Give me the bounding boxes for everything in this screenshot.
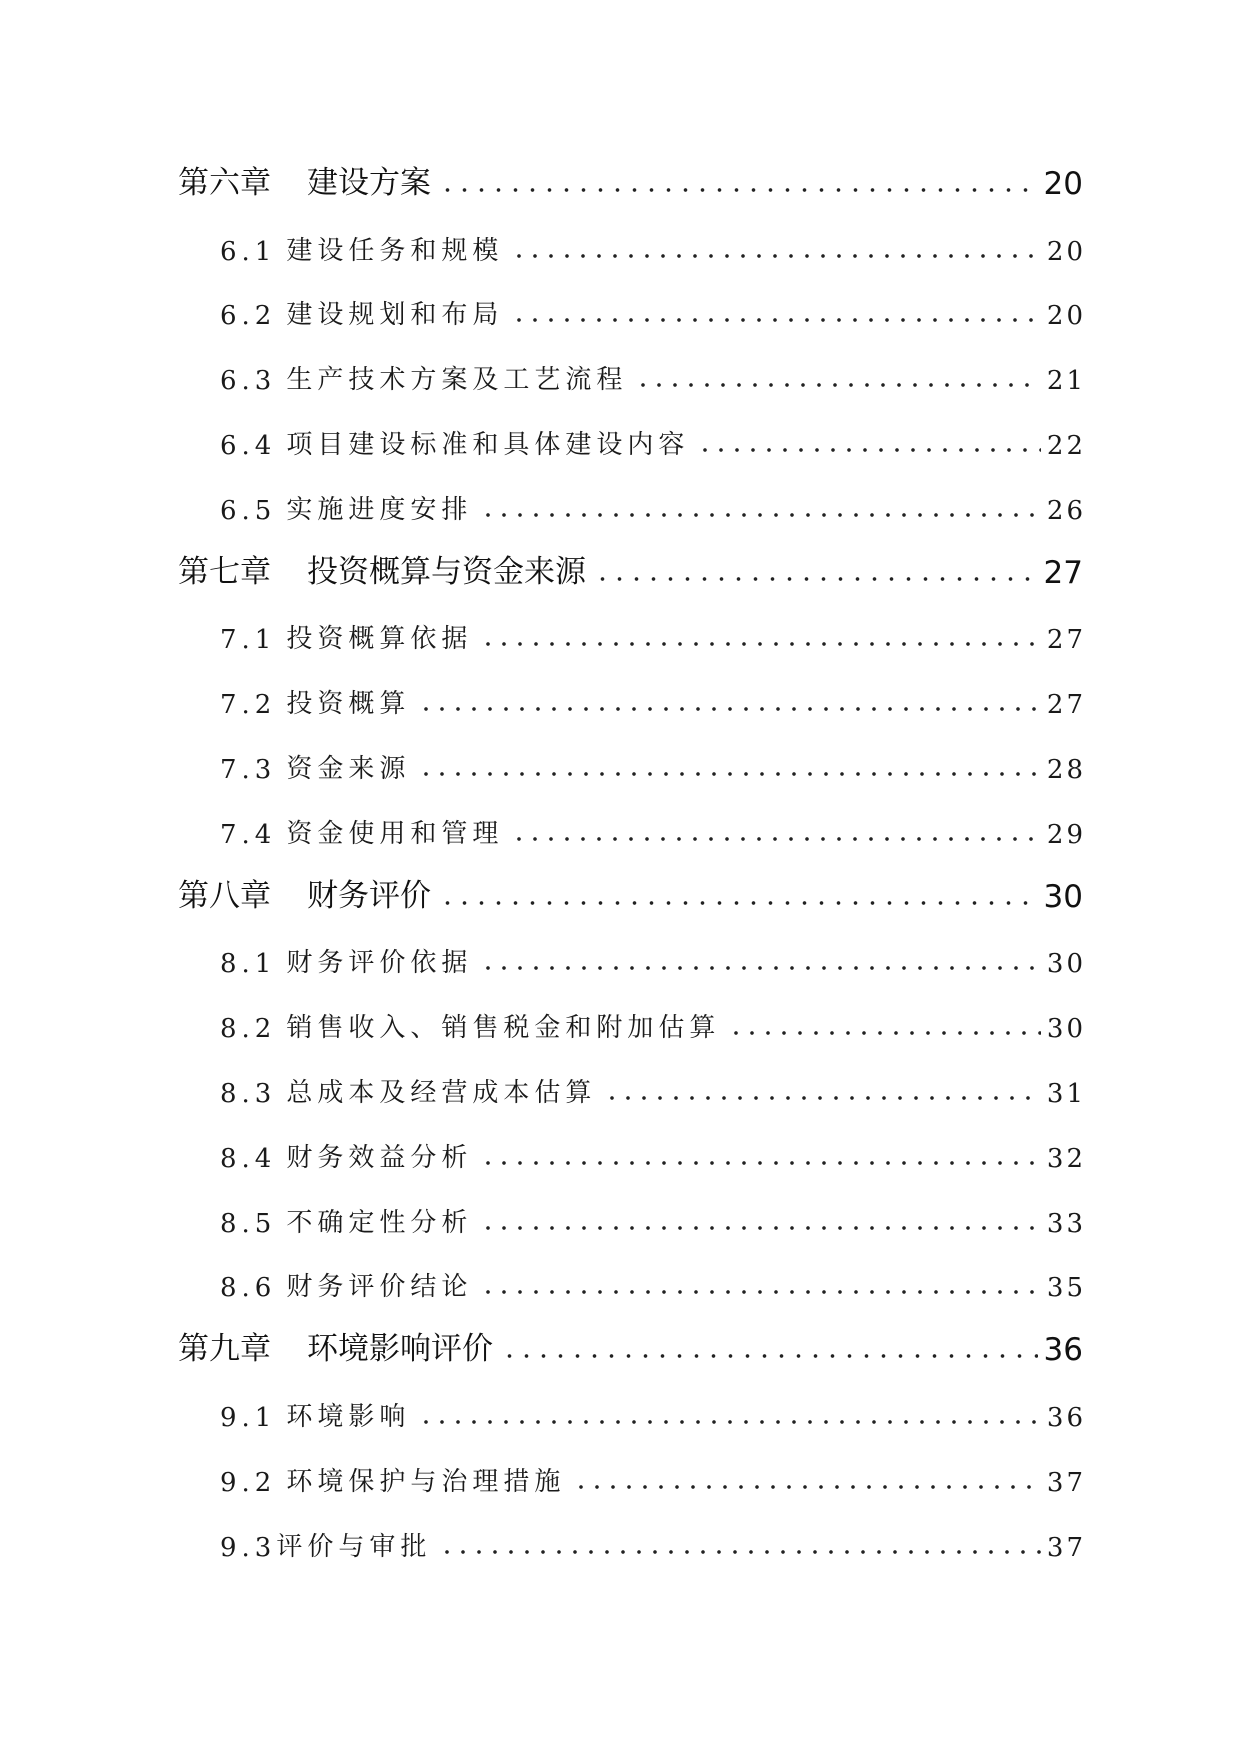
toc-entry-number: 6.1	[220, 236, 277, 267]
toc-entry-number: 9.3	[220, 1532, 277, 1563]
toc-section-7-4[interactable]	[178, 799, 1086, 864]
toc-section-6-2[interactable]	[178, 281, 1086, 346]
toc-entry-number: 6.5	[220, 495, 277, 526]
toc-entry-number: 第七章	[178, 553, 271, 590]
toc-entry-number: 9.2	[220, 1467, 277, 1498]
toc-section-8-6[interactable]	[178, 1253, 1086, 1318]
dot-leader	[511, 252, 1041, 260]
toc-entry-number: 7.2	[220, 690, 277, 721]
dot-leader	[511, 316, 1041, 324]
toc-section-9-3[interactable]	[178, 1512, 1086, 1577]
toc-entry-title: 实施进度安排	[286, 494, 473, 525]
toc-section-9-2[interactable]	[178, 1447, 1086, 1512]
toc-entry-number: 第八章	[178, 877, 271, 914]
toc-section-8-2[interactable]	[178, 993, 1086, 1058]
toc-entry-title: 环境影响	[286, 1401, 411, 1432]
toc-entry-number: 8.3	[220, 1078, 277, 1109]
toc-entry-number: 6.2	[220, 301, 277, 332]
toc-entry-title: 投资概算与资金来源	[307, 553, 586, 590]
toc-section-8-3[interactable]	[178, 1058, 1086, 1123]
dot-leader	[635, 381, 1041, 389]
toc-entry-page: 32	[1046, 1143, 1086, 1174]
toc-chapter-6[interactable]	[178, 151, 1083, 216]
dot-leader	[728, 1029, 1041, 1037]
toc-entry-page: 36	[1043, 1332, 1083, 1369]
dot-leader	[480, 964, 1041, 972]
toc-entry-number: 8.1	[220, 949, 277, 980]
dot-leader	[604, 1094, 1041, 1102]
toc-entry-title: 环境影响评价	[307, 1331, 493, 1368]
toc-entry-title: 总成本及经营成本估算	[286, 1077, 597, 1108]
toc-section-9-1[interactable]	[178, 1382, 1086, 1447]
toc-entry-page: 36	[1046, 1402, 1086, 1433]
toc-chapter-8[interactable]	[178, 864, 1083, 929]
toc-entry-title: 财务评价依据	[286, 948, 473, 979]
toc-entry-page: 27	[1046, 690, 1086, 721]
dot-leader	[480, 640, 1041, 648]
table-of-contents	[178, 151, 1086, 1577]
toc-entry-title: 投资概算	[286, 689, 411, 720]
toc-entry-number: 第九章	[178, 1331, 271, 1368]
toc-entry-page: 22	[1046, 430, 1086, 461]
toc-entry-page: 30	[1046, 949, 1086, 980]
toc-entry-title: 资金使用和管理	[286, 818, 504, 849]
dot-leader	[439, 899, 1038, 907]
toc-entry-page: 30	[1046, 1014, 1086, 1045]
dot-leader	[573, 1483, 1041, 1491]
toc-entry-title: 财务评价	[307, 877, 431, 914]
toc-entry-page: 29	[1046, 819, 1086, 850]
toc-entry-title: 建设方案	[307, 164, 431, 201]
toc-entry-title: 资金来源	[286, 753, 411, 784]
toc-entry-title: 不确定性分析	[286, 1207, 473, 1238]
toc-section-7-3[interactable]	[178, 734, 1086, 799]
toc-entry-page: 20	[1046, 236, 1086, 267]
toc-entry-page: 30	[1043, 878, 1083, 915]
toc-entry-page: 26	[1046, 495, 1086, 526]
toc-entry-number: 8.5	[220, 1208, 277, 1239]
toc-section-8-1[interactable]	[178, 929, 1086, 994]
toc-entry-title: 生产技术方案及工艺流程	[286, 365, 628, 396]
toc-entry-number: 8.6	[220, 1273, 277, 1304]
toc-entry-title: 投资概算依据	[286, 624, 473, 655]
toc-section-6-4[interactable]	[178, 410, 1086, 475]
toc-entry-number: 7.1	[220, 625, 277, 656]
toc-chapter-9[interactable]	[178, 1317, 1083, 1382]
dot-leader	[480, 1159, 1041, 1167]
dot-leader	[418, 705, 1041, 713]
toc-entry-page: 37	[1046, 1467, 1086, 1498]
toc-entry-number: 9.1	[220, 1402, 277, 1433]
toc-entry-title: 财务评价结论	[286, 1272, 473, 1303]
dot-leader	[418, 1418, 1041, 1426]
toc-entry-page: 20	[1043, 165, 1083, 202]
toc-entry-page: 27	[1043, 554, 1083, 591]
toc-entry-title: 建设规划和布局	[286, 300, 504, 331]
dot-leader	[697, 446, 1041, 454]
toc-entry-title: 项目建设标准和具体建设内容	[286, 429, 690, 460]
toc-entry-number: 第六章	[178, 164, 271, 201]
toc-entry-title: 财务效益分析	[286, 1142, 473, 1173]
toc-entry-number: 6.3	[220, 366, 277, 397]
dot-leader	[418, 770, 1041, 778]
toc-section-6-3[interactable]	[178, 345, 1086, 410]
toc-section-8-5[interactable]	[178, 1188, 1086, 1253]
toc-section-6-5[interactable]	[178, 475, 1086, 540]
toc-entry-page: 31	[1046, 1078, 1086, 1109]
toc-entry-number: 7.3	[220, 754, 277, 785]
dot-leader	[501, 1352, 1038, 1360]
toc-entry-title: 销售收入、销售税金和附加估算	[286, 1013, 721, 1044]
toc-entry-number: 8.2	[220, 1014, 277, 1045]
dot-leader	[439, 186, 1038, 194]
toc-entry-page: 37	[1046, 1532, 1086, 1563]
toc-entry-page: 21	[1046, 366, 1086, 397]
toc-entry-title: 建设任务和规模	[286, 235, 504, 266]
dot-leader	[439, 1548, 1041, 1556]
dot-leader	[480, 1288, 1041, 1296]
toc-section-8-4[interactable]	[178, 1123, 1086, 1188]
toc-entry-page: 35	[1046, 1273, 1086, 1304]
toc-entry-title: 评价与审批	[276, 1531, 432, 1562]
toc-entry-page: 33	[1046, 1208, 1086, 1239]
dot-leader	[594, 575, 1038, 583]
toc-entry-title: 环境保护与治理措施	[286, 1466, 566, 1497]
toc-entry-number: 6.4	[220, 430, 277, 461]
toc-entry-page: 20	[1046, 301, 1086, 332]
toc-section-7-1[interactable]	[178, 605, 1086, 670]
dot-leader	[480, 1224, 1041, 1232]
toc-entry-number: 7.4	[220, 819, 277, 850]
toc-section-6-1[interactable]	[178, 216, 1086, 281]
toc-section-7-2[interactable]	[178, 669, 1086, 734]
dot-leader	[480, 511, 1041, 519]
toc-chapter-7[interactable]	[178, 540, 1083, 605]
toc-entry-page: 28	[1046, 754, 1086, 785]
dot-leader	[511, 835, 1041, 843]
toc-entry-number: 8.4	[220, 1143, 277, 1174]
toc-entry-page: 27	[1046, 625, 1086, 656]
